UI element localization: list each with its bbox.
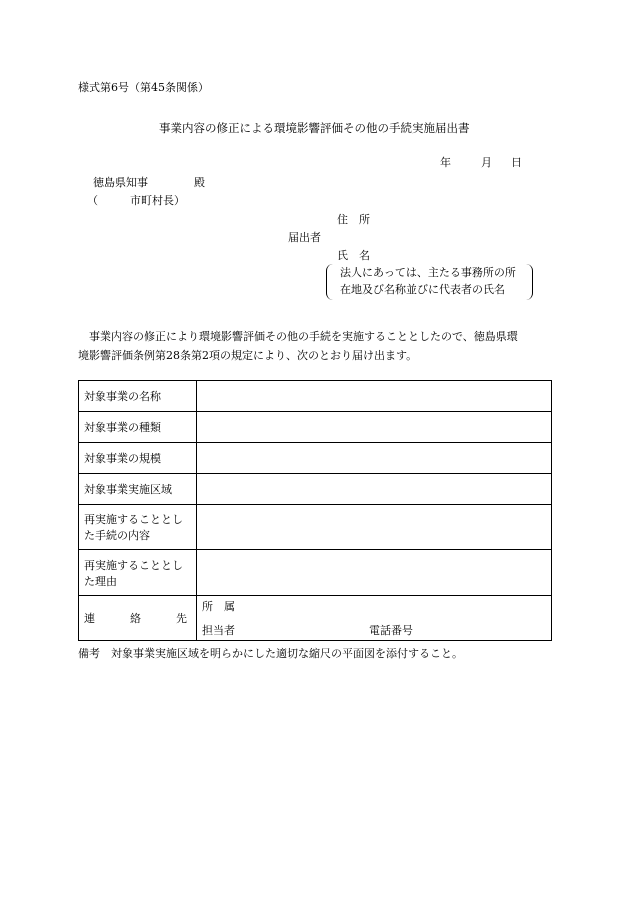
field-contact[interactable]: [197, 596, 552, 641]
date-year: 年: [440, 156, 451, 169]
table-row: [79, 474, 552, 505]
addressee-governor: 徳島県知事: [93, 176, 148, 189]
table-row: [79, 505, 552, 550]
field-project-area[interactable]: [197, 474, 552, 505]
field-project-scale[interactable]: [197, 443, 552, 474]
addressee-mayor: 市町村長）: [130, 194, 185, 207]
table-row: [79, 381, 552, 412]
row-label-project-type: 対象事業の種類: [79, 412, 197, 443]
corporate-note-line1: 法人にあっては、主たる事務所の所: [340, 266, 516, 279]
date-month: 月: [481, 156, 492, 169]
form-number: 様式第6号（第45条関係）: [78, 81, 209, 94]
notifier-label: 届出者: [288, 231, 321, 244]
addressee-honorific: 殿: [194, 176, 205, 189]
notification-table: [78, 380, 552, 641]
remarks-note: 備考 対象事業実施区域を明らかにした適切な縮尺の平面図を添付すること。: [78, 647, 463, 660]
row-label-contact: 連 絡 先: [79, 596, 197, 641]
addressee-paren-open: （: [87, 194, 98, 207]
row-label-procedure-content: 再実施することとし た手続の内容: [79, 505, 197, 550]
page-title: 事業内容の修正による環境影響評価その他の手続実施届出書: [159, 121, 470, 135]
statement-text: [78, 327, 553, 365]
table-row: [79, 596, 552, 641]
contact-affiliation-label: 所 属: [202, 600, 235, 613]
field-project-name[interactable]: [197, 381, 552, 412]
row-label-reason: 再実施することとし た理由: [79, 550, 197, 596]
table-row: [79, 412, 552, 443]
field-reason[interactable]: [197, 550, 552, 596]
row-label-project-scale: 対象事業の規模: [79, 443, 197, 474]
table-row: [79, 550, 552, 596]
statement-line1: 事業内容の修正により環境影響評価その他の手続を実施することとしたので、徳島県環: [78, 330, 518, 343]
address-label: 住 所: [337, 213, 370, 226]
corporate-note-line2: 在地及び名称並びに代表者の氏名: [340, 283, 505, 296]
field-procedure-content[interactable]: [197, 505, 552, 550]
date-day: 日: [511, 156, 522, 169]
name-label: 氏 名: [337, 249, 370, 262]
statement-line2: 境影響評価条例第28条第2項の規定により、次のとおり届け出ます。: [78, 349, 418, 362]
contact-phone-label: 電話番号: [369, 624, 413, 637]
table-row: [79, 443, 552, 474]
contact-person-label: 担当者: [202, 624, 235, 637]
field-project-type[interactable]: [197, 412, 552, 443]
row-label-project-name: 対象事業の名称: [79, 381, 197, 412]
row-label-project-area: 対象事業実施区域: [79, 474, 197, 505]
